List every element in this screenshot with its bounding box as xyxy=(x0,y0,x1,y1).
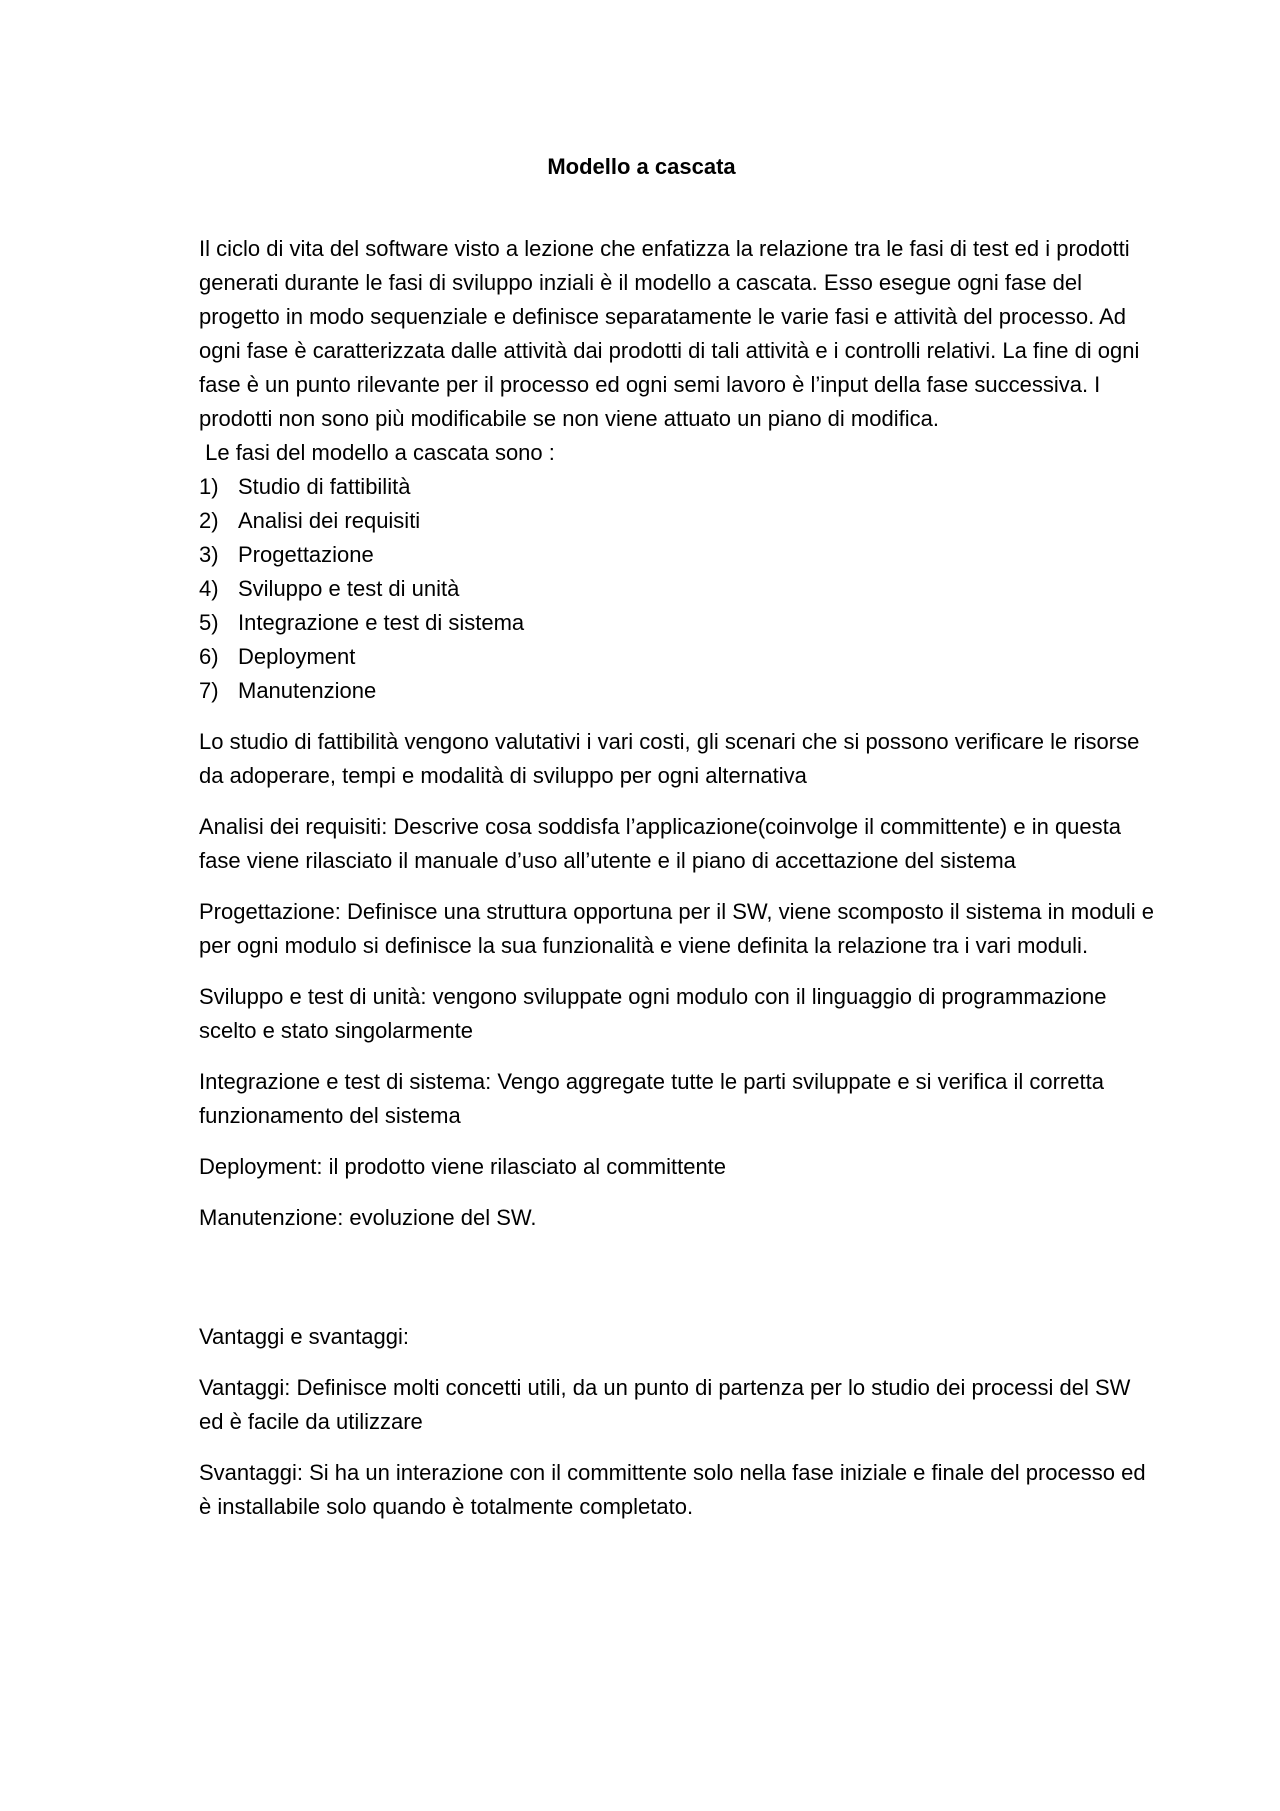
list-item-number: 5) xyxy=(199,610,219,635)
list-item xyxy=(199,606,1159,640)
description-feasibility: Lo studio di fattibilità vengono valutativi i vari costi, gli scenari che si possono verificare le risorse da adoperare, tempi e modalità di sviluppo per ogni alternativa xyxy=(199,729,1140,788)
list-item-number: 7) xyxy=(199,678,219,703)
list-item-number: 6) xyxy=(199,644,219,669)
list-item-number: 3) xyxy=(199,542,219,567)
list-item-label: Progettazione xyxy=(238,542,374,567)
list-item-label: Analisi dei requisiti xyxy=(238,508,421,533)
list-item-number: 4) xyxy=(199,576,219,601)
list-item-label: Sviluppo e test di unità xyxy=(238,576,460,601)
pros-cons-heading: Vantaggi e svantaggi: xyxy=(199,1324,409,1349)
phases-list xyxy=(199,470,1159,708)
document-title: Modello a cascata xyxy=(547,154,736,179)
list-item-label: Studio di fattibilità xyxy=(238,474,411,499)
description-design: Progettazione: Definisce una struttura opportuna per il SW, viene scomposto il sistema in moduli e per ogni modulo si definisce la sua funzionalità e viene definita la relazione tra i vari moduli. xyxy=(199,899,1155,958)
description-integration: Integrazione e test di sistema: Vengo aggregate tutte le parti sviluppate e si verifica il corretta funzionamento del sistema xyxy=(199,1069,1104,1128)
list-item xyxy=(199,640,1159,674)
list-item xyxy=(199,538,1159,572)
list-item-label: Integrazione e test di sistema xyxy=(238,610,525,635)
cons-paragraph: Svantaggi: Si ha un interazione con il committente solo nella fase iniziale e finale del processo ed è installabile solo quando è totalmente completato. xyxy=(199,1460,1146,1519)
list-item xyxy=(199,504,1159,538)
description-deployment: Deployment: il prodotto viene rilasciato al committente xyxy=(199,1154,727,1179)
list-item xyxy=(199,674,1159,708)
spacer xyxy=(199,1252,1159,1320)
intro-paragraph: Il ciclo di vita del software visto a lezione che enfatizza la relazione tra le fasi di test ed i prodotti generati durante le fasi di sviluppo inziali è il modello a cascata. Esso esegue ogni fase del progetto in modo sequenziale e definisce separatamente le varie fasi e attività del processo. Ad ogni fase è caratterizzata dalle attività dai prodotti di tali attività e i controlli relativi. La fine di ogni fase è un punto rilevante per il processo ed ogni semi lavoro è l’input della fase successiva. I prodotti non sono più modificabile se non viene attuato un piano di modifica. xyxy=(199,236,1140,431)
list-item-label: Manutenzione xyxy=(238,678,377,703)
list-item-number: 1) xyxy=(199,474,219,499)
list-item xyxy=(199,572,1159,606)
list-item-label: Deployment xyxy=(238,644,356,669)
document-body xyxy=(199,150,1159,1541)
description-requirements: Analisi dei requisiti: Descrive cosa soddisfa l’applicazione(coinvolge il committente) e in questa fase viene rilasciato il manuale d’uso all’utente e il piano di accettazione del sistema xyxy=(199,814,1122,873)
description-maintenance: Manutenzione: evoluzione del SW. xyxy=(199,1205,537,1230)
phases-intro: Le fasi del modello a cascata sono : xyxy=(199,440,555,465)
pros-paragraph: Vantaggi: Definisce molti concetti utili, da un punto di partenza per lo studio dei processi del SW ed è facile da utilizzare xyxy=(199,1375,1131,1434)
list-item-number: 2) xyxy=(199,508,219,533)
list-item xyxy=(199,470,1159,504)
description-unit-testing: Sviluppo e test di unità: vengono sviluppate ogni modulo con il linguaggio di programmazione scelto e stato singolarmente xyxy=(199,984,1107,1043)
